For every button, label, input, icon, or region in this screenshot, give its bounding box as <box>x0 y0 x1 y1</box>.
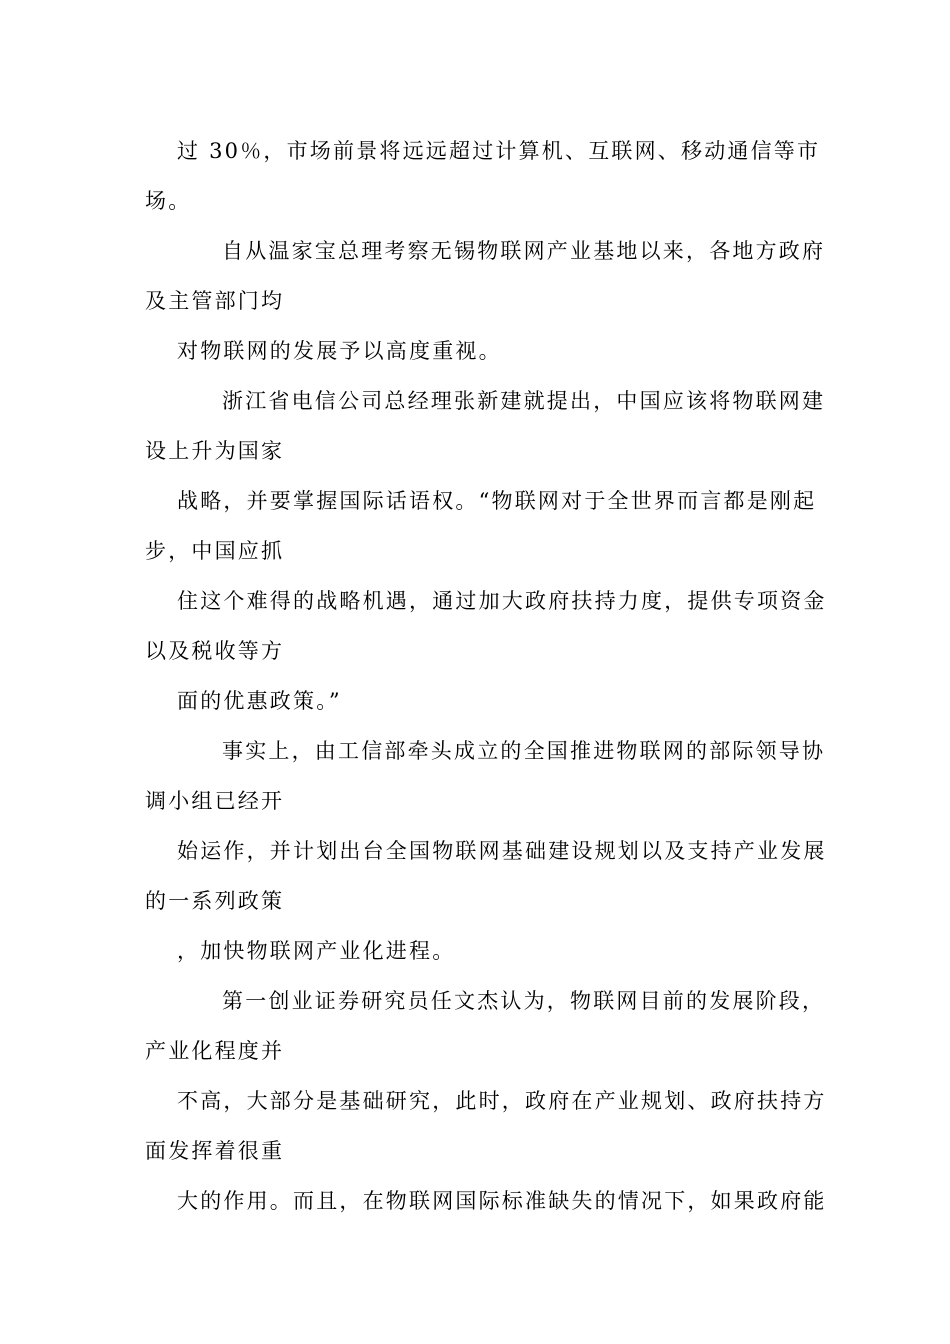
text-line: 大的作用。而且，在物联网国际标准缺失的情况下，如果政府能 <box>177 1189 827 1213</box>
paragraph-start-line: 浙江省电信公司总经理张新建就提出，中国应该将物联网建 <box>222 389 826 413</box>
text-line: 面发挥着很重 <box>145 1139 285 1163</box>
text-line: 住这个难得的战略机遇，通过加大政府扶持力度，提供专项资金 <box>177 589 827 613</box>
text-line: 场。 <box>145 189 192 213</box>
text-line: 步，中国应抓 <box>145 539 285 563</box>
text-line: ，加快物联网产业化进程。 <box>177 939 456 963</box>
text-line: 的一系列政策 <box>145 889 285 913</box>
text-line: 以及税收等方 <box>145 639 285 663</box>
text-line: 产业化程度并 <box>145 1039 285 1063</box>
text-line: 及主管部门均 <box>145 289 285 313</box>
text-line: 对物联网的发展予以高度重视。 <box>177 339 502 363</box>
text-line: 过 30％，市场前景将远远超过计算机、互联网、移动通信等市 <box>177 139 821 163</box>
paragraph-start-line: 事实上，由工信部牵头成立的全国推进物联网的部际领导协 <box>222 739 826 763</box>
paragraph-start-line: 自从温家宝总理考察无锡物联网产业基地以来，各地方政府 <box>222 239 826 263</box>
paragraph-start-line: 第一创业证券研究员任文杰认为，物联网目前的发展阶段， <box>222 989 826 1013</box>
text-line: 始运作，并计划出台全国物联网基础建设规划以及支持产业发展 <box>177 839 827 863</box>
text-line: 战略，并要掌握国际话语权。“物联网对于全世界而言都是刚起 <box>177 489 817 513</box>
text-line: 设上升为国家 <box>145 439 285 463</box>
text-line: 不高，大部分是基础研究，此时，政府在产业规划、政府扶持方 <box>177 1089 827 1113</box>
text-line: 面的优惠政策。” <box>177 689 342 713</box>
text-line: 调小组已经开 <box>145 789 285 813</box>
